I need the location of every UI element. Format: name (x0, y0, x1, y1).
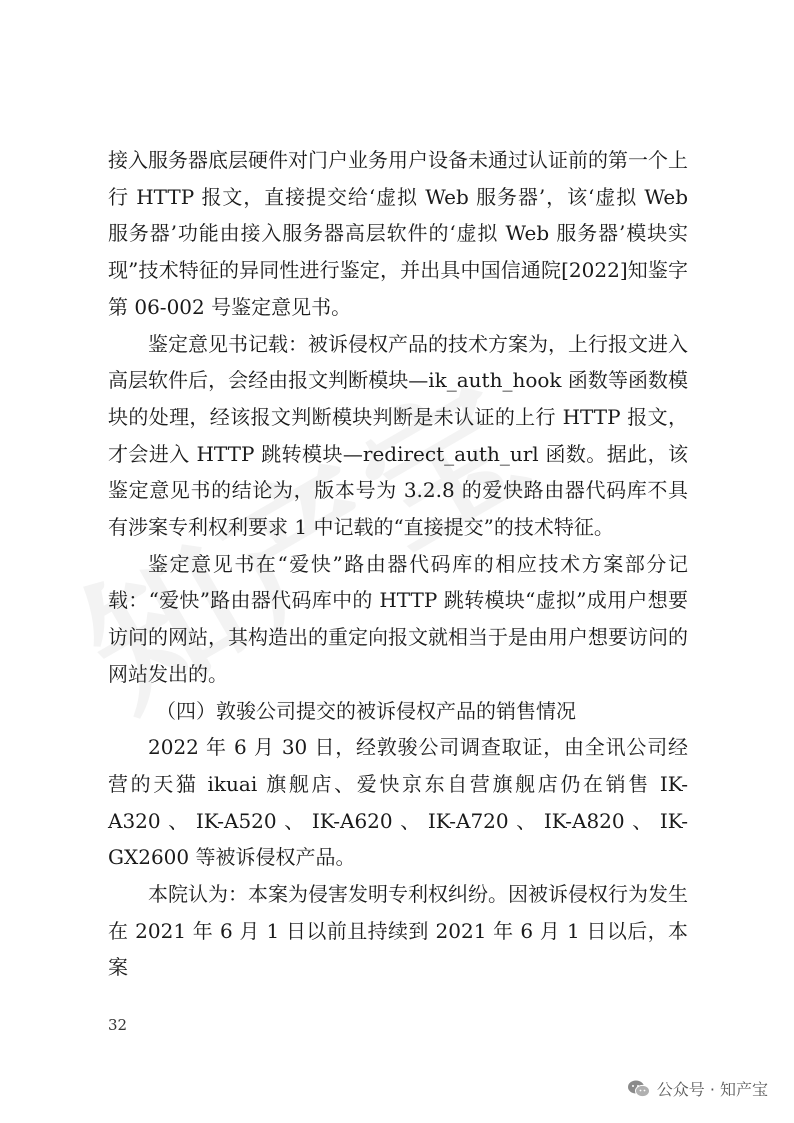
wechat-icon (627, 1079, 651, 1099)
document-body (108, 142, 688, 986)
footer-brand (627, 1077, 768, 1100)
paragraph-2: 鉴定意见书记载：被诉侵权产品的技术方案为，上行报文进入高层软件后，会经由报文判断模块—ik_auth_hook 函数等函数模块的处理，经该报文判断模块判断是未认证的上行 HTTP 报文，才会进入 HTTP 跳转模块—redirect_auth_url 函数。据此，该鉴定意见书的结论为，版本号为 3.2.8 的爱快路由器代码库不具有涉案专利权利要求 1 中记载的“直接提交”的技术特征。 (108, 331, 688, 540)
page-number: 32 (108, 1016, 128, 1034)
paragraph-4: 2022 年 6 月 30 日，经敦骏公司调查取证，由全讯公司经营的天猫 ikuai 旗舰店、爱快京东自营旗舰店仍在销售 IK-A320、IK-A520、IK-A620、IK-A720、IK-A820、IK-GX2600 等被诉侵权产品。 (108, 735, 688, 870)
paragraph-1: 接入服务器底层硬件对门户业务用户设备未通过认证前的第一个上行 HTTP 报文，直接提交给‘虚拟 Web 服务器’，该‘虚拟 Web 服务器’功能由接入服务器高层软件的‘虚拟 Web 服务器’模块实现”技术特征的异同性进行鉴定，并出具中国信通院[2022]知鉴字第 06-002 号鉴定意见书。 (108, 148, 688, 319)
paragraph-5: 本院认为：本案为侵害发明专利权纠纷。因被诉侵权行为发生在 2021 年 6 月 1 日以前且持续到 2021 年 6 月 1 日以后，本案 (108, 882, 688, 980)
paragraph-3: 鉴定意见书在“爱快”路由器代码库的相应技术方案部分记载：“爱快”路由器代码库中的 HTTP 跳转模块“虚拟”成用户想要访问的网站，其构造出的重定向报文就相当于是由用户想要访问的网站发出的。 (108, 551, 688, 686)
footer-brand-label: 公众号 · 知产宝 (656, 1080, 768, 1099)
section-heading: （四）敦骏公司提交的被诉侵权产品的销售情况 (156, 698, 576, 723)
